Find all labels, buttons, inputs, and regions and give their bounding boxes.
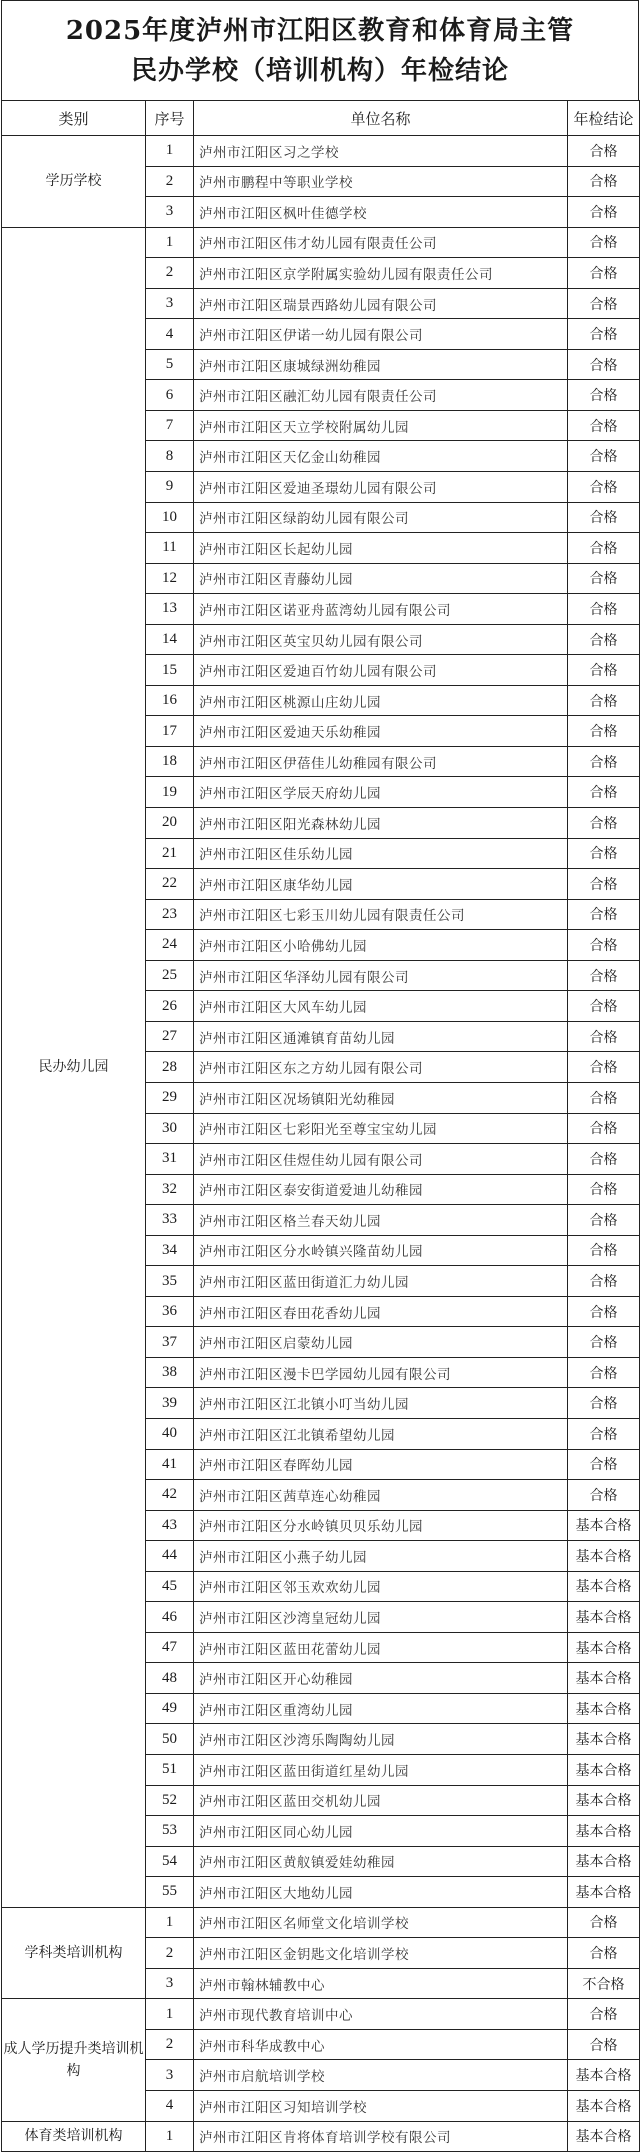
result-cell: 合格 xyxy=(568,1113,640,1144)
unit-name-cell: 泸州市江阳区开心幼稚园 xyxy=(194,1663,568,1694)
seq-cell: 27 xyxy=(146,1021,194,1052)
unit-name-cell: 泸州市江阳区黄舣镇爱娃幼稚园 xyxy=(194,1846,568,1877)
unit-name-cell: 泸州市江阳区习之学校 xyxy=(194,136,568,167)
seq-cell: 9 xyxy=(146,472,194,503)
unit-name-cell: 泸州市翰林辅教中心 xyxy=(194,1968,568,1999)
header-seq: 序号 xyxy=(146,101,194,136)
unit-name-cell: 泸州市江阳区小燕子幼儿园 xyxy=(194,1541,568,1572)
unit-name-cell: 泸州市科华成教中心 xyxy=(194,2029,568,2060)
table-row xyxy=(2,136,640,167)
unit-name-cell: 泸州市江阳区江北镇希望幼儿园 xyxy=(194,1418,568,1449)
seq-cell: 35 xyxy=(146,1266,194,1297)
seq-cell: 5 xyxy=(146,349,194,380)
result-cell: 合格 xyxy=(568,1296,640,1327)
unit-name-cell: 泸州市江阳区沙湾皇冠幼儿园 xyxy=(194,1602,568,1633)
unit-name-cell: 泸州市江阳区启蒙幼儿园 xyxy=(194,1327,568,1358)
result-cell: 基本合格 xyxy=(568,1816,640,1847)
result-cell: 基本合格 xyxy=(568,2121,640,2152)
seq-cell: 40 xyxy=(146,1418,194,1449)
table-row xyxy=(2,2121,640,2152)
result-cell: 基本合格 xyxy=(568,2091,640,2122)
result-cell: 合格 xyxy=(568,563,640,594)
seq-cell: 30 xyxy=(146,1113,194,1144)
result-cell: 基本合格 xyxy=(568,1724,640,1755)
unit-name-cell: 泸州市江阳区天亿金山幼稚园 xyxy=(194,441,568,472)
unit-name-cell: 泸州市江阳区七彩阳光至尊宝宝幼儿园 xyxy=(194,1113,568,1144)
unit-name-cell: 泸州市江阳区江北镇小叮当幼儿园 xyxy=(194,1388,568,1419)
unit-name-cell: 泸州市鹏程中等职业学校 xyxy=(194,166,568,197)
unit-name-cell: 泸州市江阳区大风车幼儿园 xyxy=(194,991,568,1022)
result-cell: 合格 xyxy=(568,472,640,503)
seq-cell: 22 xyxy=(146,869,194,900)
result-cell: 合格 xyxy=(568,1327,640,1358)
seq-cell: 46 xyxy=(146,1602,194,1633)
seq-cell: 1 xyxy=(146,1999,194,2030)
result-cell: 合格 xyxy=(568,227,640,258)
result-cell: 合格 xyxy=(568,685,640,716)
seq-cell: 38 xyxy=(146,1357,194,1388)
seq-cell: 1 xyxy=(146,1907,194,1938)
result-cell: 合格 xyxy=(568,838,640,869)
seq-cell: 18 xyxy=(146,746,194,777)
result-cell: 基本合格 xyxy=(568,1602,640,1633)
unit-name-cell: 泸州市江阳区通滩镇育苗幼儿园 xyxy=(194,1021,568,1052)
unit-name-cell: 泸州市江阳区春晖幼儿园 xyxy=(194,1449,568,1480)
unit-name-cell: 泸州市江阳区茜草连心幼稚园 xyxy=(194,1480,568,1511)
table-header-row xyxy=(2,101,640,136)
header-result: 年检结论 xyxy=(568,101,640,136)
seq-cell: 2 xyxy=(146,258,194,289)
seq-cell: 36 xyxy=(146,1296,194,1327)
result-cell: 合格 xyxy=(568,1999,640,2030)
unit-name-cell: 泸州市江阳区重湾幼儿园 xyxy=(194,1693,568,1724)
seq-cell: 8 xyxy=(146,441,194,472)
seq-cell: 23 xyxy=(146,899,194,930)
unit-name-cell: 泸州市江阳区伊蓓佳儿幼稚园有限公司 xyxy=(194,746,568,777)
seq-cell: 2 xyxy=(146,1938,194,1969)
result-cell: 合格 xyxy=(568,1938,640,1969)
seq-cell: 19 xyxy=(146,777,194,808)
document-title xyxy=(1,0,639,100)
result-cell: 合格 xyxy=(568,166,640,197)
result-cell: 合格 xyxy=(568,1174,640,1205)
seq-cell: 20 xyxy=(146,808,194,839)
result-cell: 合格 xyxy=(568,533,640,564)
result-cell: 合格 xyxy=(568,1266,640,1297)
seq-cell: 39 xyxy=(146,1388,194,1419)
unit-name-cell: 泸州市江阳区学辰天府幼儿园 xyxy=(194,777,568,808)
result-cell: 合格 xyxy=(568,1144,640,1175)
unit-name-cell: 泸州市江阳区爱迪百竹幼儿园有限公司 xyxy=(194,655,568,686)
unit-name-cell: 泸州市江阳区蓝田街道汇力幼儿园 xyxy=(194,1266,568,1297)
seq-cell: 25 xyxy=(146,960,194,991)
unit-name-cell: 泸州市江阳区伊诺一幼儿园有限公司 xyxy=(194,319,568,350)
unit-name-cell: 泸州市江阳区七彩玉川幼儿园有限责任公司 xyxy=(194,899,568,930)
header-category: 类别 xyxy=(2,101,146,136)
unit-name-cell: 泸州市江阳区青藤幼儿园 xyxy=(194,563,568,594)
result-cell: 不合格 xyxy=(568,1968,640,1999)
seq-cell: 21 xyxy=(146,838,194,869)
unit-name-cell: 泸州市江阳区伟才幼儿园有限责任公司 xyxy=(194,227,568,258)
table-row xyxy=(2,227,640,258)
unit-name-cell: 泸州市江阳区蓝田花蕾幼儿园 xyxy=(194,1632,568,1663)
result-cell: 基本合格 xyxy=(568,1754,640,1785)
unit-name-cell: 泸州市江阳区诺亚舟蓝湾幼儿园有限公司 xyxy=(194,594,568,625)
unit-name-cell: 泸州市江阳区分水岭镇兴隆苗幼儿园 xyxy=(194,1235,568,1266)
result-cell: 合格 xyxy=(568,1907,640,1938)
seq-cell: 3 xyxy=(146,197,194,228)
result-cell: 合格 xyxy=(568,502,640,533)
seq-cell: 50 xyxy=(146,1724,194,1755)
unit-name-cell: 泸州市江阳区天立学校附属幼儿园 xyxy=(194,410,568,441)
result-cell: 合格 xyxy=(568,655,640,686)
unit-name-cell: 泸州市江阳区爱迪天乐幼稚园 xyxy=(194,716,568,747)
seq-cell: 53 xyxy=(146,1816,194,1847)
result-cell: 合格 xyxy=(568,1388,640,1419)
result-cell: 合格 xyxy=(568,319,640,350)
result-cell: 合格 xyxy=(568,899,640,930)
seq-cell: 1 xyxy=(146,227,194,258)
unit-name-cell: 泸州市江阳区格兰春天幼儿园 xyxy=(194,1205,568,1236)
result-cell: 合格 xyxy=(568,380,640,411)
result-cell: 基本合格 xyxy=(568,1571,640,1602)
seq-cell: 1 xyxy=(146,136,194,167)
unit-name-cell: 泸州市江阳区蓝田街道红星幼儿园 xyxy=(194,1754,568,1785)
seq-cell: 45 xyxy=(146,1571,194,1602)
unit-name-cell: 泸州市江阳区华泽幼儿园有限公司 xyxy=(194,960,568,991)
seq-cell: 47 xyxy=(146,1632,194,1663)
seq-cell: 55 xyxy=(146,1877,194,1908)
result-cell: 合格 xyxy=(568,1082,640,1113)
seq-cell: 52 xyxy=(146,1785,194,1816)
unit-name-cell: 泸州市江阳区阳光森林幼儿园 xyxy=(194,808,568,839)
unit-name-cell: 泸州市江阳区长起幼儿园 xyxy=(194,533,568,564)
unit-name-cell: 泸州市江阳区春田花香幼儿园 xyxy=(194,1296,568,1327)
unit-name-cell: 泸州市江阳区泰安街道爱迪儿幼稚园 xyxy=(194,1174,568,1205)
result-cell: 合格 xyxy=(568,1357,640,1388)
result-cell: 合格 xyxy=(568,930,640,961)
seq-cell: 49 xyxy=(146,1693,194,1724)
result-cell: 合格 xyxy=(568,136,640,167)
result-cell: 合格 xyxy=(568,1021,640,1052)
result-cell: 合格 xyxy=(568,258,640,289)
result-cell: 合格 xyxy=(568,594,640,625)
unit-name-cell: 泸州市江阳区融汇幼儿园有限责任公司 xyxy=(194,380,568,411)
unit-name-cell: 泸州市江阳区蓝田交机幼儿园 xyxy=(194,1785,568,1816)
seq-cell: 4 xyxy=(146,2091,194,2122)
unit-name-cell: 泸州市江阳区肯将体育培训学校有限公司 xyxy=(194,2121,568,2152)
result-cell: 合格 xyxy=(568,1205,640,1236)
seq-cell: 26 xyxy=(146,991,194,1022)
result-cell: 合格 xyxy=(568,1235,640,1266)
unit-name-cell: 泸州市启航培训学校 xyxy=(194,2060,568,2091)
table-row xyxy=(2,1999,640,2030)
seq-cell: 48 xyxy=(146,1663,194,1694)
unit-name-cell: 泸州市江阳区佳乐幼儿园 xyxy=(194,838,568,869)
category-cell: 体育类培训机构 xyxy=(2,2121,146,2152)
seq-cell: 16 xyxy=(146,685,194,716)
seq-cell: 32 xyxy=(146,1174,194,1205)
unit-name-cell: 泸州市江阳区沙湾乐陶陶幼儿园 xyxy=(194,1724,568,1755)
inspection-table xyxy=(1,100,640,2152)
seq-cell: 3 xyxy=(146,288,194,319)
result-cell: 基本合格 xyxy=(568,1663,640,1694)
unit-name-cell: 泸州市江阳区京学附属实验幼儿园有限责任公司 xyxy=(194,258,568,289)
result-cell: 合格 xyxy=(568,960,640,991)
seq-cell: 1 xyxy=(146,2121,194,2152)
result-cell: 基本合格 xyxy=(568,1693,640,1724)
result-cell: 基本合格 xyxy=(568,1632,640,1663)
seq-cell: 10 xyxy=(146,502,194,533)
seq-cell: 41 xyxy=(146,1449,194,1480)
result-cell: 合格 xyxy=(568,808,640,839)
seq-cell: 42 xyxy=(146,1480,194,1511)
seq-cell: 6 xyxy=(146,380,194,411)
result-cell: 合格 xyxy=(568,1052,640,1083)
seq-cell: 14 xyxy=(146,624,194,655)
header-unit-name: 单位名称 xyxy=(194,101,568,136)
unit-name-cell: 泸州市江阳区康华幼儿园 xyxy=(194,869,568,900)
seq-cell: 34 xyxy=(146,1235,194,1266)
title-line-2: 民办学校（培训机构）年检结论 xyxy=(130,55,509,86)
seq-cell: 24 xyxy=(146,930,194,961)
result-cell: 合格 xyxy=(568,777,640,808)
title-line-1: 2025年度泸州市江阳区教育和体育局主管 xyxy=(65,15,575,46)
seq-cell: 3 xyxy=(146,2060,194,2091)
result-cell: 合格 xyxy=(568,197,640,228)
seq-cell: 4 xyxy=(146,319,194,350)
seq-cell: 31 xyxy=(146,1144,194,1175)
result-cell: 合格 xyxy=(568,746,640,777)
seq-cell: 54 xyxy=(146,1846,194,1877)
unit-name-cell: 泸州市江阳区枫叶佳德学校 xyxy=(194,197,568,228)
result-cell: 合格 xyxy=(568,1418,640,1449)
seq-cell: 44 xyxy=(146,1541,194,1572)
result-cell: 基本合格 xyxy=(568,2060,640,2091)
result-cell: 合格 xyxy=(568,349,640,380)
seq-cell: 13 xyxy=(146,594,194,625)
seq-cell: 33 xyxy=(146,1205,194,1236)
unit-name-cell: 泸州市江阳区桃源山庄幼儿园 xyxy=(194,685,568,716)
result-cell: 合格 xyxy=(568,1449,640,1480)
result-cell: 基本合格 xyxy=(568,1877,640,1908)
unit-name-cell: 泸州市江阳区分水岭镇贝贝乐幼儿园 xyxy=(194,1510,568,1541)
unit-name-cell: 泸州市江阳区绿韵幼儿园有限公司 xyxy=(194,502,568,533)
seq-cell: 12 xyxy=(146,563,194,594)
seq-cell: 29 xyxy=(146,1082,194,1113)
unit-name-cell: 泸州市江阳区瑞景西路幼儿园有限公司 xyxy=(194,288,568,319)
category-cell: 民办幼儿园 xyxy=(2,227,146,1907)
result-cell: 合格 xyxy=(568,869,640,900)
result-cell: 合格 xyxy=(568,441,640,472)
unit-name-cell: 泸州市现代教育培训中心 xyxy=(194,1999,568,2030)
seq-cell: 2 xyxy=(146,2029,194,2060)
unit-name-cell: 泸州市江阳区习知培训学校 xyxy=(194,2091,568,2122)
category-cell: 学科类培训机构 xyxy=(2,1907,146,1999)
seq-cell: 17 xyxy=(146,716,194,747)
seq-cell: 28 xyxy=(146,1052,194,1083)
category-cell: 学历学校 xyxy=(2,136,146,228)
table-row xyxy=(2,1907,640,1938)
result-cell: 基本合格 xyxy=(568,1541,640,1572)
unit-name-cell: 泸州市江阳区康城绿洲幼稚园 xyxy=(194,349,568,380)
result-cell: 合格 xyxy=(568,624,640,655)
unit-name-cell: 泸州市江阳区况场镇阳光幼稚园 xyxy=(194,1082,568,1113)
unit-name-cell: 泸州市江阳区佳煜佳幼儿园有限公司 xyxy=(194,1144,568,1175)
seq-cell: 37 xyxy=(146,1327,194,1358)
result-cell: 合格 xyxy=(568,716,640,747)
result-cell: 合格 xyxy=(568,991,640,1022)
result-cell: 合格 xyxy=(568,288,640,319)
result-cell: 合格 xyxy=(568,2029,640,2060)
seq-cell: 2 xyxy=(146,166,194,197)
result-cell: 合格 xyxy=(568,1480,640,1511)
unit-name-cell: 泸州市江阳区小哈佛幼儿园 xyxy=(194,930,568,961)
unit-name-cell: 泸州市江阳区大地幼儿园 xyxy=(194,1877,568,1908)
unit-name-cell: 泸州市江阳区东之方幼儿园有限公司 xyxy=(194,1052,568,1083)
seq-cell: 7 xyxy=(146,410,194,441)
unit-name-cell: 泸州市江阳区爱迪圣璟幼儿园有限公司 xyxy=(194,472,568,503)
unit-name-cell: 泸州市江阳区邻玉欢欢幼儿园 xyxy=(194,1571,568,1602)
unit-name-cell: 泸州市江阳区名师堂文化培训学校 xyxy=(194,1907,568,1938)
seq-cell: 11 xyxy=(146,533,194,564)
result-cell: 基本合格 xyxy=(568,1846,640,1877)
seq-cell: 43 xyxy=(146,1510,194,1541)
seq-cell: 3 xyxy=(146,1968,194,1999)
result-cell: 合格 xyxy=(568,410,640,441)
category-cell: 成人学历提升类培训机构 xyxy=(2,1999,146,2121)
seq-cell: 15 xyxy=(146,655,194,686)
unit-name-cell: 泸州市江阳区同心幼儿园 xyxy=(194,1816,568,1847)
table-body xyxy=(2,136,640,2152)
result-cell: 基本合格 xyxy=(568,1785,640,1816)
unit-name-cell: 泸州市江阳区漫卡巴学园幼儿园有限公司 xyxy=(194,1357,568,1388)
result-cell: 基本合格 xyxy=(568,1510,640,1541)
unit-name-cell: 泸州市江阳区英宝贝幼儿园有限公司 xyxy=(194,624,568,655)
seq-cell: 51 xyxy=(146,1754,194,1785)
unit-name-cell: 泸州市江阳区金钥匙文化培训学校 xyxy=(194,1938,568,1969)
